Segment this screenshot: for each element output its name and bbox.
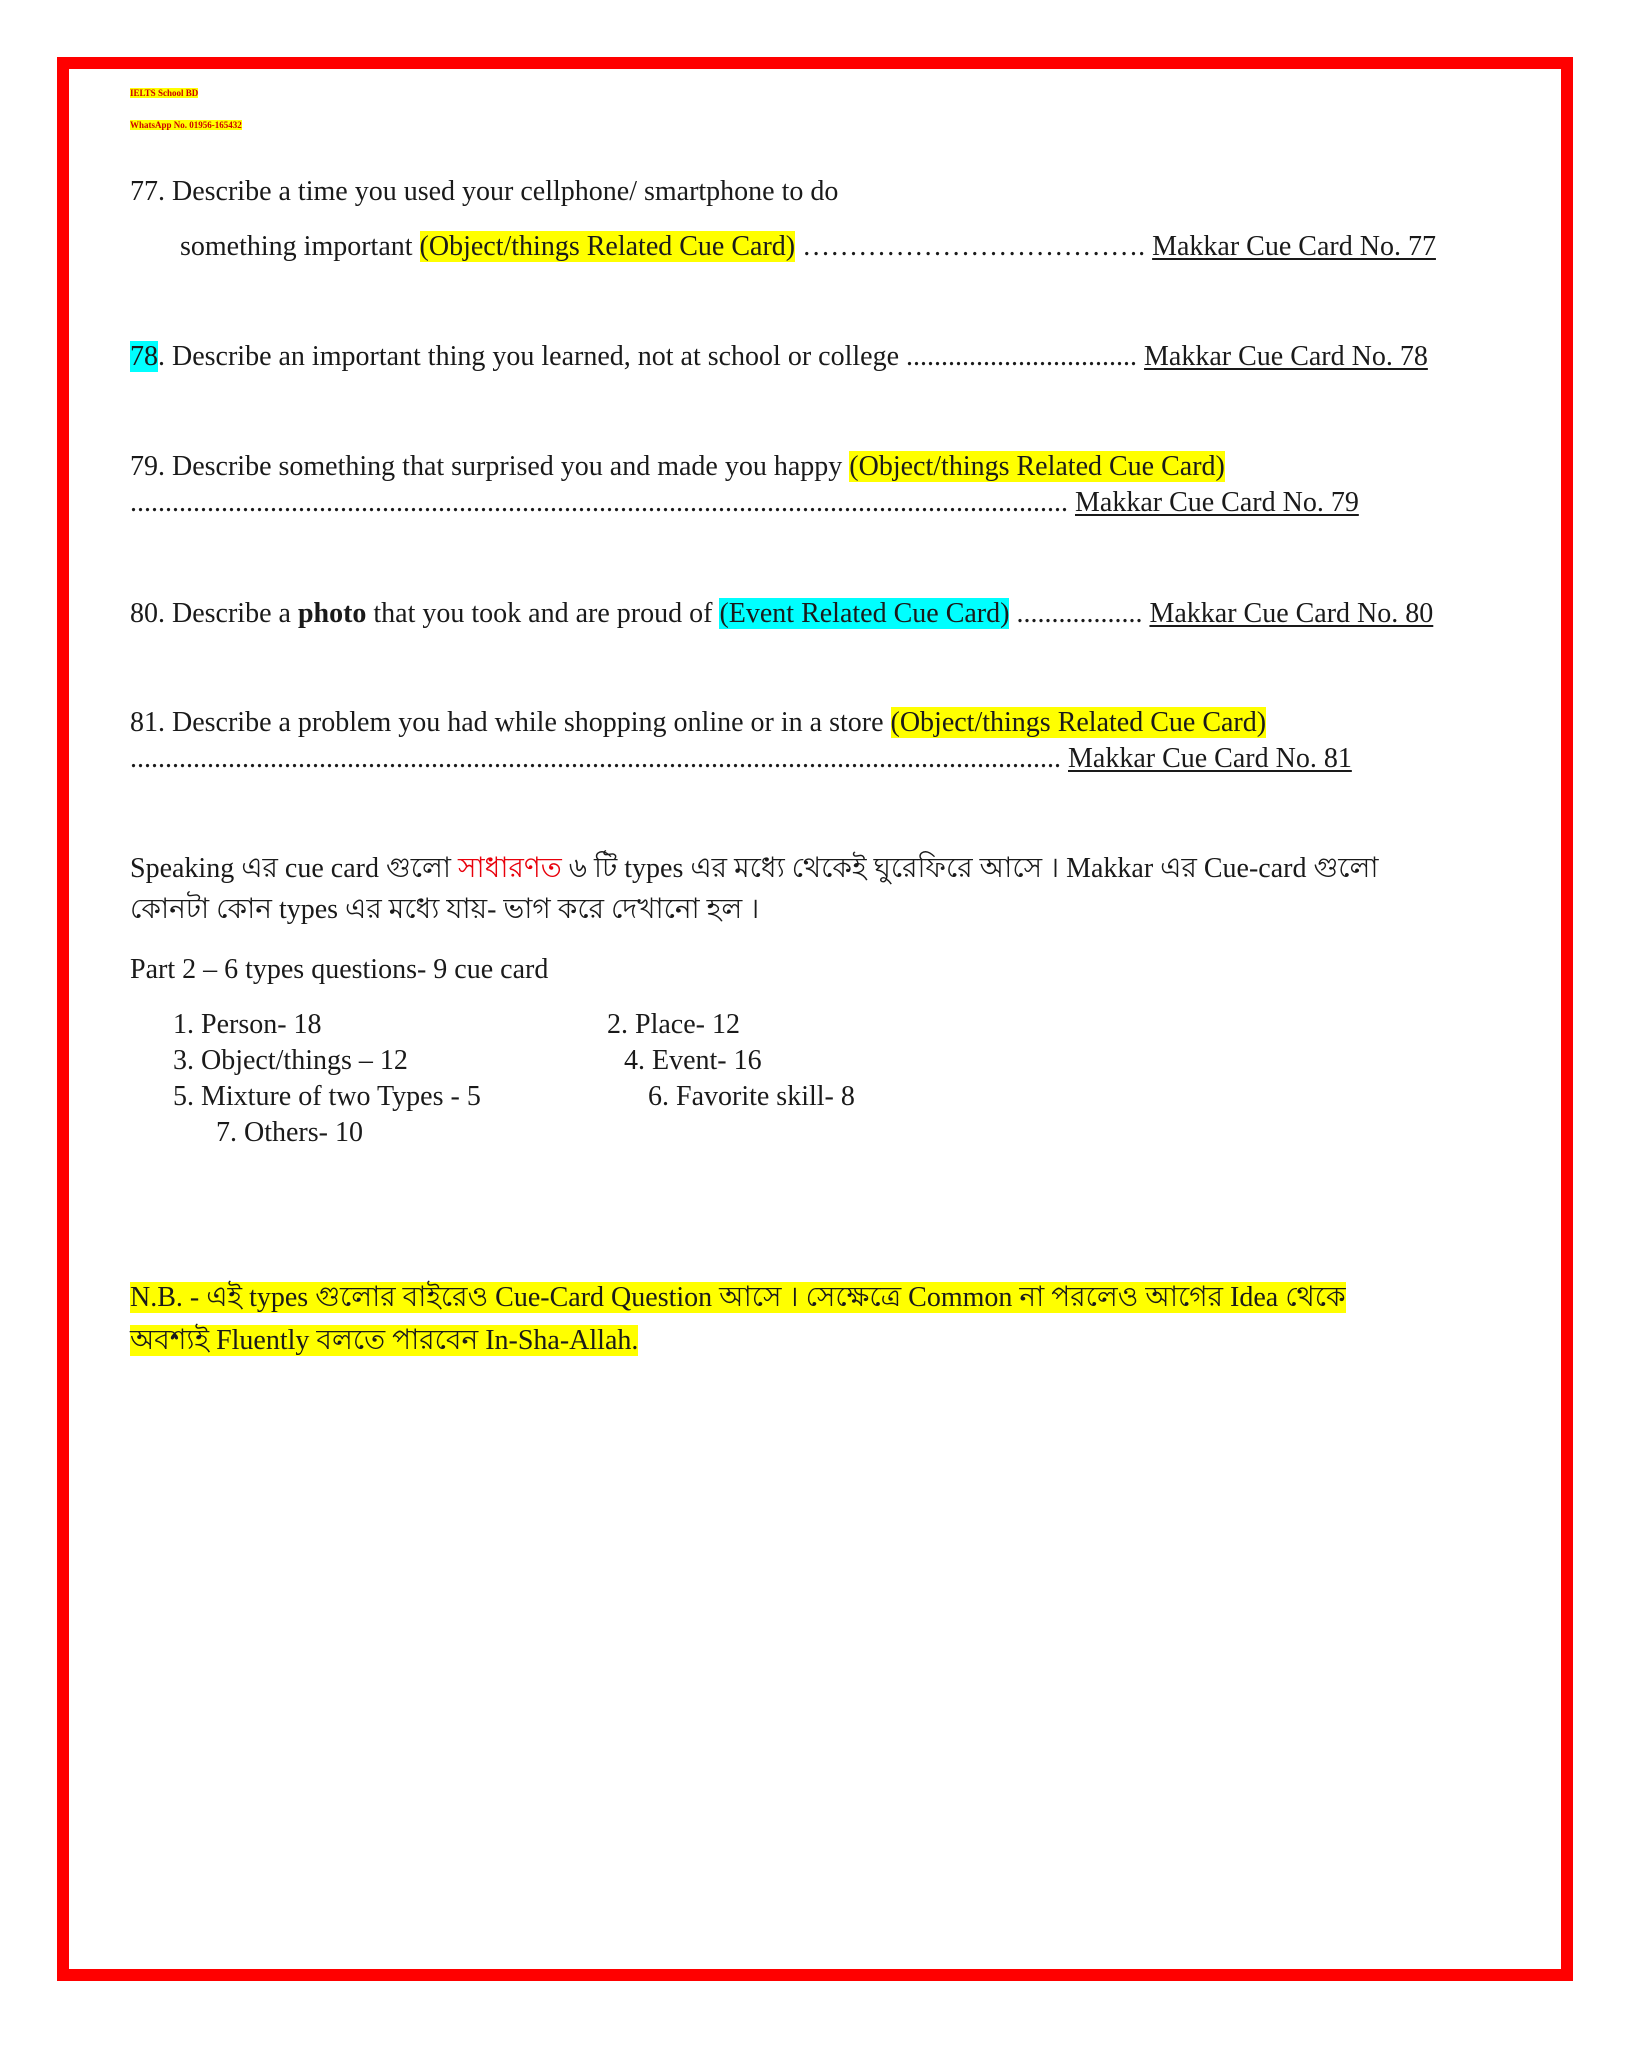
q78-line (130, 340, 1428, 374)
q79-text: 79. Describe something that surprised you and made you happy (130, 451, 850, 482)
q78-ref-link[interactable]: Makkar Cue Card No. 78 (1144, 341, 1428, 372)
whatsapp-label: WhatsApp No. 01956-165432 (130, 120, 242, 130)
type-item-5: 5. Mixture of two Types - 5 (173, 1081, 481, 1112)
type-item-6: 6. Favorite skill- 8 (648, 1081, 855, 1112)
nb-text-2: অবশ্যই Fluently বলতে পারবেন In-Sha-Allah. (130, 1325, 639, 1356)
q77-text: something important (180, 231, 420, 262)
q80-ref-link[interactable]: Makkar Cue Card No. 80 (1149, 598, 1434, 629)
q79-tag: (Object/things Related Cue Card) (849, 451, 1225, 482)
brand-label: IELTS School BD (130, 88, 199, 98)
q80-text-b: that you took and are proud of (366, 598, 720, 629)
q77-line2 (180, 230, 1436, 264)
note-line2: কোনটা কোন types এর মধ্যে যায়- ভাগ করে দেখানো হল । (130, 894, 760, 925)
nb-line2 (130, 1320, 638, 1362)
q78-text: . Describe an important thing you learned, not at school or college ................................. (158, 341, 1145, 372)
q80-line (130, 597, 1433, 631)
q80-dots: .................. (1009, 598, 1150, 629)
q79-line1 (130, 450, 1225, 484)
q78-number: 78 (130, 341, 158, 372)
q81-tag: (Object/things Related Cue Card) (890, 707, 1267, 738)
note-text-a: Speaking এর cue card গুলো (130, 853, 459, 884)
q80-tag: (Event Related Cue Card) (719, 598, 1010, 629)
q80-bold: photo (297, 598, 367, 629)
q77-dots: ………………………………. (795, 231, 1153, 262)
q81-dots: ..................................................................................................................................... (130, 743, 1068, 774)
type-item-4: 4. Event- 16 (624, 1045, 762, 1076)
q81-line1 (130, 706, 1266, 740)
q79-dots: ...................................................................................................................................... (130, 487, 1075, 518)
note-line1 (130, 852, 1379, 886)
q80-text-a: 80. Describe a (130, 598, 298, 629)
type-item-2: 2. Place- 12 (607, 1009, 740, 1040)
part2-heading: Part 2 – 6 types questions- 9 cue card (130, 954, 549, 985)
note-text-b: ৬ টি types এর মধ্যে থেকেই ঘুরেফিরে আসে । Makkar এর Cue-card গুলো (561, 853, 1379, 884)
q81-line2 (130, 742, 1495, 776)
type-item-7: 7. Others- 10 (216, 1117, 363, 1148)
type-item-1: 1. Person- 18 (173, 1009, 322, 1040)
q77-ref-link[interactable]: Makkar Cue Card No. 77 (1152, 231, 1436, 262)
q81-text: 81. Describe a problem you had while shopping online or in a store (130, 707, 891, 738)
note-red-word: সাধারণত (458, 853, 562, 884)
q77-line1: 77. Describe a time you used your cellphone/ smartphone to do (130, 176, 839, 207)
nb-line1 (130, 1277, 1346, 1319)
q81-ref-link[interactable]: Makkar Cue Card No. 81 (1068, 743, 1352, 774)
q79-line2 (130, 486, 1495, 520)
q77-tag: (Object/things Related Cue Card) (419, 231, 796, 262)
q79-ref-link[interactable]: Makkar Cue Card No. 79 (1075, 487, 1359, 518)
nb-text-1: N.B. - এই types গুলোর বাইরেও Cue-Card Question আসে । সেক্ষেত্রে Common না পরলেও আগের Idea থেকে (130, 1282, 1346, 1313)
type-item-3: 3. Object/things – 12 (173, 1045, 408, 1076)
